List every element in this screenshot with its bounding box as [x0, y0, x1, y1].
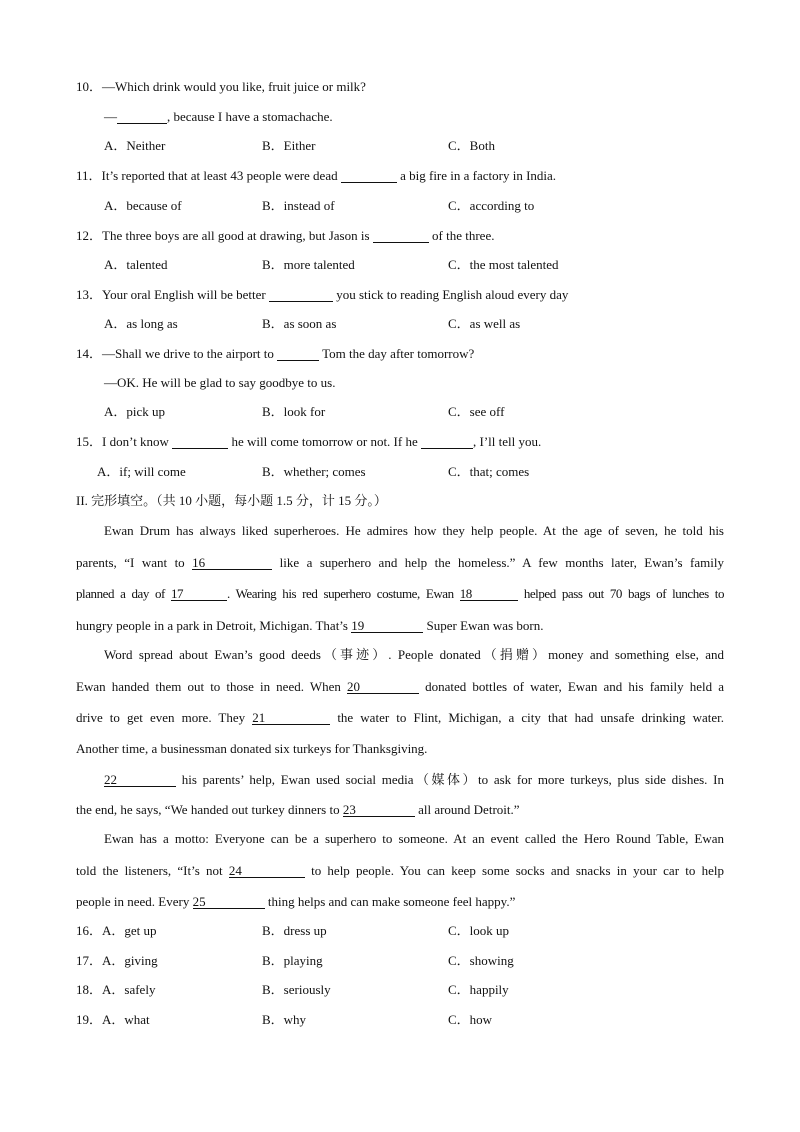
blank-18[interactable]: 18 [460, 587, 518, 601]
answer-blank[interactable] [373, 229, 429, 243]
passage-text: all around Detroit.” [414, 802, 520, 817]
option-c[interactable]: C．according to [448, 198, 535, 213]
passage-line [76, 555, 724, 571]
question-number: 12． [76, 228, 103, 243]
passage-line [76, 679, 724, 695]
option-c[interactable]: C．see off [448, 404, 505, 419]
question-number: 13． [76, 287, 103, 302]
cloze-19 [76, 1012, 150, 1028]
option-b[interactable]: B．look for [262, 404, 326, 419]
question-10-line2 [104, 109, 333, 125]
question-text: he will come tomorrow or not. If he [228, 434, 421, 449]
option-a[interactable]: A．Neither [104, 138, 166, 153]
option-c[interactable]: C．look up [448, 923, 510, 938]
passage-text: hungry people in a park in Detroit, Michigan. That’s [76, 618, 352, 633]
answer-blank[interactable] [172, 435, 228, 449]
section-heading: II. 完形填空。（共 10 小题，每小题 1.5 分，计 15 分。） [76, 493, 387, 508]
option-b[interactable]: B．dress up [262, 923, 327, 938]
passage-text: Ewan handed them out to those in need. When [76, 679, 348, 694]
option-b[interactable]: B．why [262, 1012, 307, 1027]
question-14-line2: —OK. He will be glad to say goodbye to us. [104, 375, 336, 390]
passage-text: helped pass out 70 bags of lunches to [517, 586, 724, 601]
question-text: —Which drink would you like, fruit juice or milk? [102, 79, 366, 94]
option-c[interactable]: C．showing [448, 953, 514, 968]
question-text: , I’ll tell you. [473, 434, 542, 449]
option-a[interactable]: A．pick up [104, 404, 166, 419]
option-a[interactable]: A．giving [102, 953, 158, 968]
question-number: 14． [76, 346, 103, 361]
passage-text: Super Ewan was born. [423, 618, 544, 633]
option-a[interactable]: A．as long as [104, 316, 178, 331]
option-c[interactable]: C．how [448, 1012, 493, 1027]
question-text: of the three. [428, 228, 495, 243]
question-number: 18． [76, 982, 103, 997]
question-number: 10． [76, 79, 103, 94]
passage-line: Another time, a businessman donated six turkeys for Thanksgiving. [76, 741, 428, 756]
question-text: a big fire in a factory in India. [396, 168, 557, 183]
option-c[interactable]: C．happily [448, 982, 509, 997]
option-a[interactable]: A．what [102, 1012, 150, 1027]
passage-text: thing helps and can make someone feel happy.” [264, 894, 516, 909]
option-a[interactable]: A．if; will come [97, 464, 186, 479]
passage-line: Ewan has a motto: Everyone can be a superhero to someone. At an event called the Hero Round Table, Ewan [104, 831, 724, 846]
passage-line [76, 710, 724, 726]
passage-text: the end, he says, “We handed out turkey dinners to [76, 802, 343, 817]
passage-line: Word spread about Ewan’s good deeds（事迹）. People donated（捐赠）money and something else, and [104, 647, 724, 662]
blank-24[interactable]: 24 [229, 864, 305, 878]
cloze-16 [76, 923, 157, 939]
passage-line [104, 772, 724, 788]
option-c[interactable]: C．the most talented [448, 257, 559, 272]
question-text: The three boys are all good at drawing, but Jason is [102, 228, 373, 243]
blank-20[interactable]: 20 [347, 680, 419, 694]
passage-text: donated bottles of water, Ewan and his family held a [419, 679, 724, 694]
passage-text: his parents’ help, Ewan used social media（媒体）to ask for more turkeys, plus side dishes. In [176, 772, 724, 787]
option-c[interactable]: C．as well as [448, 316, 521, 331]
blank-17[interactable]: 17 [171, 587, 227, 601]
question-text: , because I have a stomachache. [167, 109, 333, 124]
question-number: 19． [76, 1012, 103, 1027]
option-c[interactable]: C．Both [448, 138, 495, 153]
question-text: you stick to reading English aloud every day [332, 287, 569, 302]
question-number: 11． [76, 168, 102, 183]
passage-line [76, 586, 724, 602]
question-13 [76, 287, 568, 303]
option-b[interactable]: B．more talented [262, 257, 355, 272]
question-text: Your oral English will be better [102, 287, 269, 302]
option-b[interactable]: B．as soon as [262, 316, 337, 331]
passage-line [76, 863, 724, 879]
passage-line [76, 894, 724, 910]
answer-blank[interactable] [117, 110, 167, 124]
cloze-17 [76, 953, 158, 969]
blank-21[interactable]: 21 [252, 711, 330, 725]
cloze-18 [76, 982, 155, 998]
dash: — [104, 109, 117, 124]
passage-line: Ewan Drum has always liked superheroes. He admires how they help people. At the age of seven, he told his [104, 523, 724, 538]
option-b[interactable]: B．instead of [262, 198, 335, 213]
question-text: —Shall we drive to the airport to [102, 346, 278, 361]
question-number: 15． [76, 434, 103, 449]
answer-blank[interactable] [277, 347, 319, 361]
answer-blank[interactable] [421, 435, 473, 449]
option-a[interactable]: A．get up [102, 923, 157, 938]
passage-text: like a superhero and help the homeless.” A few months later, Ewan’s family [272, 555, 724, 570]
question-number: 17． [76, 953, 103, 968]
passage-text: planned a day of [76, 586, 171, 601]
passage-text: people in need. Every [76, 894, 193, 909]
option-b[interactable]: B．Either [262, 138, 316, 153]
answer-blank[interactable] [269, 288, 333, 302]
question-text: It’s reported that at least 43 people were dead [101, 168, 341, 183]
option-a[interactable]: A．talented [104, 257, 168, 272]
blank-23[interactable]: 23 [343, 803, 415, 817]
question-10 [76, 79, 366, 95]
blank-16[interactable]: 16 [192, 556, 272, 570]
passage-line [76, 618, 724, 634]
passage-text: parents, “I want to [76, 555, 193, 570]
question-text: I don’t know [102, 434, 173, 449]
option-b[interactable]: B．whether; comes [262, 464, 366, 479]
question-11 [76, 168, 556, 184]
option-c[interactable]: C．that; comes [448, 464, 530, 479]
passage-text: told the listeners, “It’s not [76, 863, 229, 878]
passage-line [76, 802, 724, 818]
blank-22[interactable]: 22 [104, 773, 176, 787]
passage-text: to help people. You can keep some socks and snacks in your car to help [304, 863, 724, 878]
passage-text: the water to Flint, Michigan, a city that had unsafe drinking water. [330, 710, 724, 725]
option-a[interactable]: A．because of [104, 198, 182, 213]
passage-text: drive to get even more. They [76, 710, 253, 725]
option-b[interactable]: B．playing [262, 953, 323, 968]
blank-19[interactable]: 19 [351, 619, 423, 633]
question-12 [76, 228, 494, 244]
blank-25[interactable]: 25 [193, 895, 265, 909]
question-15 [76, 434, 541, 450]
option-a[interactable]: A．safely [102, 982, 156, 997]
answer-blank[interactable] [341, 169, 397, 183]
option-b[interactable]: B．seriously [262, 982, 331, 997]
passage-text: . Wearing his red superhero costume, Ewan [227, 586, 460, 601]
question-14 [76, 346, 474, 362]
question-text: Tom the day after tomorrow? [319, 346, 475, 361]
question-number: 16． [76, 923, 103, 938]
